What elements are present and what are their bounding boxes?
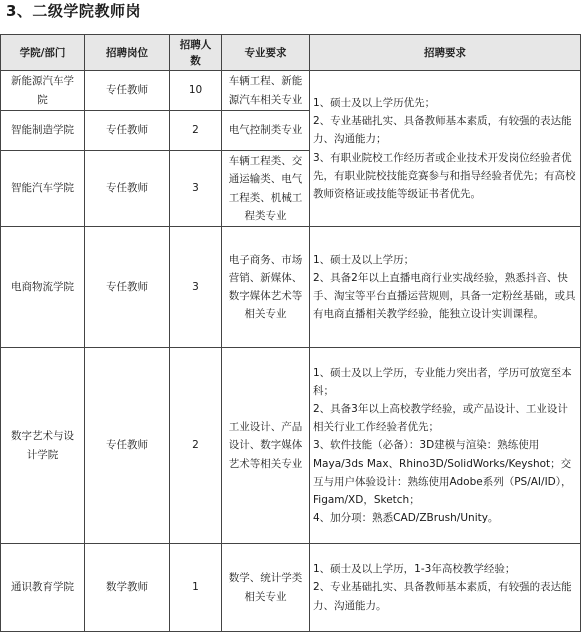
requirements-cell-design — [310, 348, 581, 544]
requirement-line: 3、软件技能（必备）：3D建模与渲染：熟练使用Maya/3ds Max、Rhino3D/SolidWorks/Keyshot；交互与用户体验设计：熟练使用Adobe系列（PS/AI/ID），Figam/XD，Sketch； — [313, 439, 572, 506]
table-header-row — [1, 35, 581, 71]
position-cell: 专任教师 — [85, 71, 170, 111]
college-cell: 电商物流学院 — [1, 227, 85, 348]
college-cell: 智能汽车学院 — [1, 151, 85, 227]
college-cell: 数字艺术与设计学院 — [1, 348, 85, 544]
header-requirements: 招聘要求 — [310, 35, 581, 71]
requirement-line: 1、硕士及以上学历，专业能力突出者，学历可放宽至本科； — [313, 366, 572, 397]
major-cell: 电气控制类专业 — [222, 111, 310, 151]
table-row — [1, 227, 581, 348]
table-row — [1, 544, 581, 632]
position-cell: 专任教师 — [85, 227, 170, 348]
count-cell: 2 — [170, 111, 222, 151]
requirements-cell-general — [310, 544, 581, 632]
college-cell: 通识教育学院 — [1, 544, 85, 632]
requirement-line: 2、具备2年以上直播电商行业实战经验，熟悉抖音、快手、淘宝等平台直播运营规则，具备一定粉丝基础，或具有电商直播相关教学经验，能独立设计实训课程。 — [313, 271, 576, 321]
position-cell: 专任教师 — [85, 151, 170, 227]
header-position: 招聘岗位 — [85, 35, 170, 71]
requirement-line: 2、专业基础扎实、具备教师基本素质，有较强的表达能力、沟通能力。 — [313, 581, 572, 612]
recruitment-table — [0, 34, 581, 632]
count-cell: 3 — [170, 151, 222, 227]
requirements-cell-ecommerce — [310, 227, 581, 348]
requirements-cell-group1 — [310, 71, 581, 227]
header-major: 专业要求 — [222, 35, 310, 71]
requirement-line: 2、具备3年以上高校教学经验，或产品设计、工业设计相关行业工作经验者优先； — [313, 402, 568, 434]
section-heading: 3、二级学院教师岗 — [6, 2, 141, 20]
college-cell: 智能制造学院 — [1, 111, 85, 151]
count-cell: 3 — [170, 227, 222, 348]
requirement-line: 1、硕士及以上学历； — [313, 253, 415, 266]
count-cell: 2 — [170, 348, 222, 544]
requirement-line: 3、有职业院校工作经历者或企业技术开发岗位经验者优先，有职业院校技能竞赛参与和指导经验者优先；有高校教师资格证或技能等级证书者优先。 — [313, 151, 576, 200]
major-cell: 车辆工程类、交通运输类、电气工程类、机械工程类专业 — [222, 151, 310, 227]
table-row — [1, 348, 581, 544]
position-cell: 专任教师 — [85, 348, 170, 544]
major-cell: 工业设计、产品设计、数字媒体艺术等相关专业 — [222, 348, 310, 544]
college-cell: 新能源汽车学院 — [1, 71, 85, 111]
major-cell: 数学、统计学类相关专业 — [222, 544, 310, 632]
count-cell: 10 — [170, 71, 222, 111]
requirement-line: 1、硕士及以上学历优先； — [313, 96, 436, 109]
header-college: 学院/部门 — [1, 35, 85, 71]
table-row — [1, 71, 581, 111]
position-cell: 专任教师 — [85, 111, 170, 151]
count-cell: 1 — [170, 544, 222, 632]
requirement-line: 2、专业基础扎实、具备教师基本素质，有较强的表达能力、沟通能力； — [313, 115, 572, 146]
requirement-line: 1、硕士及以上学历，1-3年高校教学经验； — [313, 563, 516, 576]
requirement-line: 4、加分项：熟悉CAD/ZBrush/Unity。 — [313, 512, 499, 525]
major-cell: 车辆工程、新能源汽车相关专业 — [222, 71, 310, 111]
major-cell: 电子商务、市场营销、新媒体、数字媒体艺术等相关专业 — [222, 227, 310, 348]
header-count: 招聘人数 — [170, 35, 222, 71]
position-cell: 数学教师 — [85, 544, 170, 632]
